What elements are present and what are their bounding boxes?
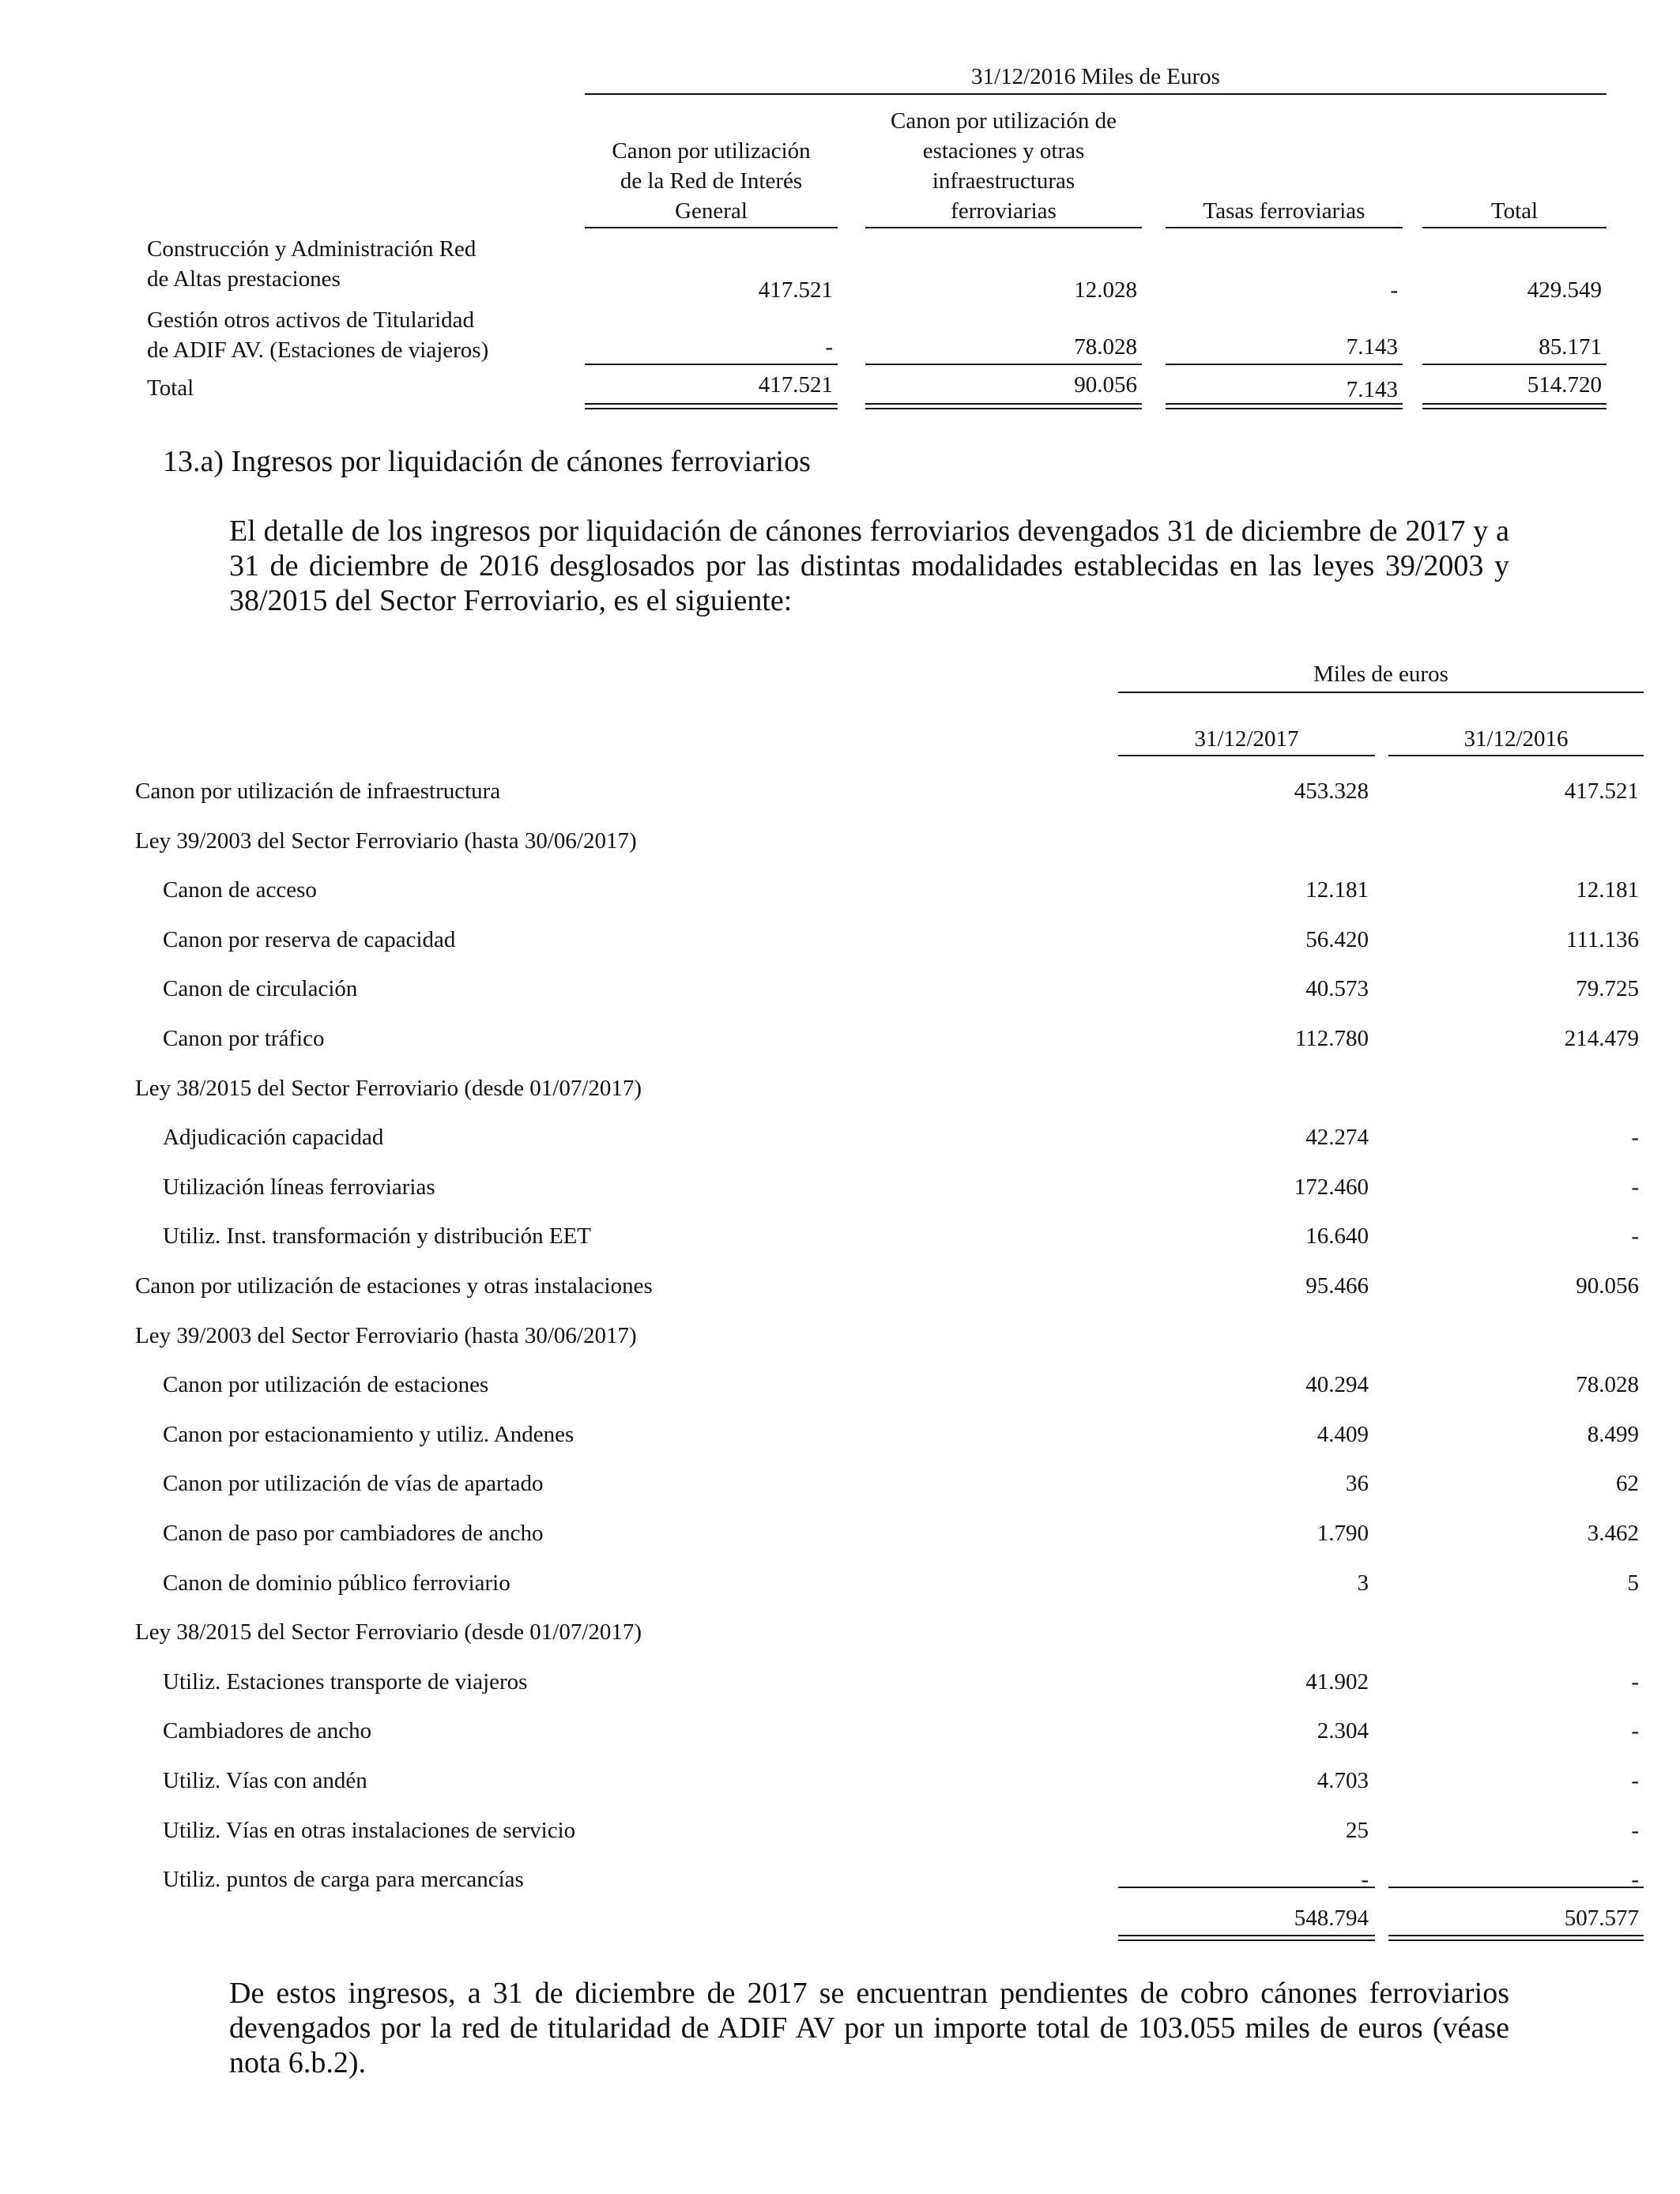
- table1-cell: -: [1390, 277, 1398, 303]
- intro-paragraph: El detalle de los ingresos por liquidación de cánones ferroviarios devengados 31 de diciembre de 2017 y a 31 de diciembre de 2016 desglosados por las distintas modalidades establecidas en las leyes 39/2003 y 38/2015 del Sector Ferroviario, es el siguiente:: [229, 515, 1509, 617]
- table1-title-rule: [585, 93, 1607, 95]
- table2-cell-2016: 79.725: [1576, 976, 1639, 1001]
- table2-total-2017: 548.794: [1294, 1906, 1369, 1931]
- table2-cell-2016: 3.462: [1587, 1521, 1639, 1546]
- table1-cell: 12.028: [1074, 277, 1137, 303]
- table1-cell: 429.549: [1527, 277, 1602, 303]
- table1-total-double-rule-1: [585, 403, 838, 409]
- table1-col-header-estaciones: Canon por utilización de estaciones y otras infraestructuras ferroviarias: [891, 108, 1117, 224]
- table1-cell: -: [825, 334, 833, 360]
- table2-cell-2017: 41.902: [1305, 1669, 1369, 1695]
- table2-col-2017: 31/12/2017: [1194, 726, 1299, 752]
- table2-total-double-rule-2016: [1388, 1935, 1644, 1941]
- table1-total-cell: 90.056: [1074, 372, 1137, 398]
- table2-cell-2017: 4.703: [1317, 1768, 1369, 1793]
- table2-cell-2017: 172.460: [1294, 1174, 1369, 1200]
- table2-cell-2017: 2.304: [1317, 1718, 1369, 1744]
- table2-cell-2017: 4.409: [1317, 1422, 1369, 1447]
- table1-total-cell: 514.720: [1527, 372, 1602, 398]
- table2-cell-2016: -: [1631, 1125, 1639, 1150]
- table1-total-cell: 417.521: [758, 372, 833, 398]
- table2-cell-2017: 95.466: [1305, 1273, 1369, 1299]
- table2-cell-2017: 453.328: [1294, 778, 1369, 804]
- table1-subtotal-rule-1: [585, 364, 838, 365]
- table2-total-double-rule-2017: [1118, 1935, 1375, 1941]
- table1-title: 31/12/2016 Miles de Euros: [971, 64, 1220, 89]
- table2-row-label: Canon por reserva de capacidad: [163, 927, 456, 952]
- table2-cell-2017: 12.181: [1305, 877, 1369, 903]
- table1-cell: 78.028: [1074, 334, 1137, 360]
- table2-cell-2017: 40.573: [1305, 976, 1369, 1001]
- table1-header-rule-3: [1166, 227, 1403, 228]
- table2-cell-2016: 12.181: [1576, 877, 1639, 903]
- table2-row-label: Canon de circulación: [163, 976, 358, 1001]
- table2-subtotal-rule-2017: [1118, 1887, 1375, 1888]
- table2-row-label: Canon de dominio público ferroviario: [163, 1570, 510, 1596]
- table2-cell-2016: -: [1631, 1867, 1639, 1892]
- table2-cell-2016: 90.056: [1576, 1273, 1639, 1299]
- table1-total-label: Total: [147, 375, 194, 401]
- table2-row-label: Utiliz. puntos de carga para mercancías: [163, 1867, 524, 1892]
- table2-units-header: Miles de euros: [1313, 662, 1448, 687]
- table2-row-label: Ley 39/2003 del Sector Ferroviario (hasta 30/06/2017): [135, 828, 637, 854]
- table2-row-label: Canon por utilización de estaciones y otras instalaciones: [135, 1273, 653, 1299]
- table2-row-label: Utiliz. Inst. transformación y distribución EET: [163, 1223, 592, 1249]
- table2-cell-2016: 214.479: [1564, 1026, 1639, 1051]
- table2-cell-2016: -: [1631, 1174, 1639, 1200]
- table2-cell-2017: -: [1361, 1867, 1369, 1892]
- table1-cell: 417.521: [758, 277, 833, 303]
- table2-row-label: Ley 39/2003 del Sector Ferroviario (hasta 30/06/2017): [135, 1323, 637, 1348]
- table1-total-cell: 7.143: [1346, 377, 1398, 402]
- table2-cell-2017: 56.420: [1305, 927, 1369, 952]
- table2-cell-2016: 62: [1616, 1471, 1639, 1496]
- table2-cell-2016: -: [1631, 1669, 1639, 1695]
- table1-header-rule-1: [585, 227, 838, 228]
- table2-cell-2016: 111.136: [1565, 927, 1639, 952]
- table1-total-double-rule-4: [1422, 403, 1607, 409]
- closing-paragraph: De estos ingresos, a 31 de diciembre de 2017 se encuentran pendientes de cobro cánones ferroviarios devengados por la red de titularidad de ADIF AV por un importe total de 103.055 miles de euros (véase nota 6.b.2).: [229, 1977, 1509, 2079]
- table1-subtotal-rule-3: [1166, 364, 1403, 365]
- table2-cell-2016: -: [1631, 1223, 1639, 1249]
- table2-cell-2017: 40.294: [1305, 1372, 1369, 1397]
- table2-cell-2017: 36: [1346, 1471, 1369, 1496]
- table2-total-2016: 507.577: [1564, 1906, 1639, 1931]
- table1-total-double-rule-3: [1166, 403, 1403, 409]
- table2-row-label: Cambiadores de ancho: [163, 1718, 372, 1744]
- table1-header-rule-2: [865, 227, 1142, 228]
- table2-cell-2017: 25: [1346, 1818, 1369, 1843]
- table2-row-label: Utiliz. Vías con andén: [163, 1768, 367, 1793]
- table2-row-label: Canon por utilización de estaciones: [163, 1372, 489, 1397]
- table1-header-rule-4: [1422, 227, 1607, 228]
- table1-col-header-tasas: Tasas ferroviarias: [1203, 198, 1365, 224]
- table1-subtotal-rule-2: [865, 364, 1142, 365]
- table2-cell-2017: 42.274: [1305, 1125, 1369, 1150]
- table2-row-label: Canon por utilización de vías de apartado: [163, 1471, 544, 1496]
- table2-cell-2016: -: [1631, 1718, 1639, 1744]
- table2-col-rule-2017: [1118, 755, 1375, 756]
- table2-col-2016: 31/12/2016: [1463, 726, 1569, 752]
- table1-total-double-rule-2: [865, 403, 1142, 409]
- table2-cell-2017: 16.640: [1305, 1223, 1369, 1249]
- table1-col-header-red: Canon por utilización de la Red de Interés General: [612, 138, 811, 224]
- table2-row-label: Adjudicación capacidad: [163, 1125, 384, 1150]
- table2-cell-2017: 112.780: [1294, 1026, 1369, 1051]
- table2-cell-2017: 1.790: [1317, 1521, 1369, 1546]
- table2-row-label: Utilización líneas ferroviarias: [163, 1174, 435, 1200]
- table2-row-label: Utiliz. Estaciones transporte de viajeros: [163, 1669, 528, 1695]
- table2-units-rule: [1118, 692, 1644, 693]
- table2-cell-2016: 417.521: [1564, 778, 1639, 804]
- table2-row-label: Ley 38/2015 del Sector Ferroviario (desde 01/07/2017): [135, 1076, 642, 1101]
- table2-cell-2016: -: [1631, 1768, 1639, 1793]
- table2-col-rule-2016: [1388, 755, 1644, 756]
- table1-col-header-total: Total: [1490, 198, 1539, 224]
- table1-cell: 7.143: [1346, 334, 1398, 360]
- table1-cell: 85.171: [1539, 334, 1602, 360]
- table2-row-label: Utiliz. Vías en otras instalaciones de servicio: [163, 1818, 576, 1843]
- table1-row-label: Gestión otros activos de Titularidad de ADIF AV. (Estaciones de viajeros): [147, 307, 489, 363]
- table2-row-label: Canon por utilización de infraestructura: [135, 778, 501, 804]
- table2-row-label: Ley 38/2015 del Sector Ferroviario (desde 01/07/2017): [135, 1619, 642, 1645]
- table2-row-label: Canon de paso por cambiadores de ancho: [163, 1521, 544, 1546]
- table2-cell-2016: -: [1631, 1818, 1639, 1843]
- table2-subtotal-rule-2016: [1388, 1887, 1644, 1888]
- table2-row-label: Canon por tráfico: [163, 1026, 325, 1051]
- table2-row-label: Canon por estacionamiento y utiliz. Andenes: [163, 1422, 574, 1447]
- table2-cell-2016: 78.028: [1576, 1372, 1639, 1397]
- table1-subtotal-rule-4: [1422, 364, 1607, 365]
- section-heading: 13.a) Ingresos por liquidación de cánones ferroviarios: [163, 445, 811, 478]
- table2-cell-2017: 3: [1357, 1570, 1369, 1596]
- table2-cell-2016: 5: [1627, 1570, 1639, 1596]
- table2-cell-2016: 8.499: [1587, 1422, 1639, 1447]
- table2-row-label: Canon de acceso: [163, 877, 317, 903]
- table1-row-label: Construcción y Administración Red de Altas prestaciones: [147, 236, 477, 292]
